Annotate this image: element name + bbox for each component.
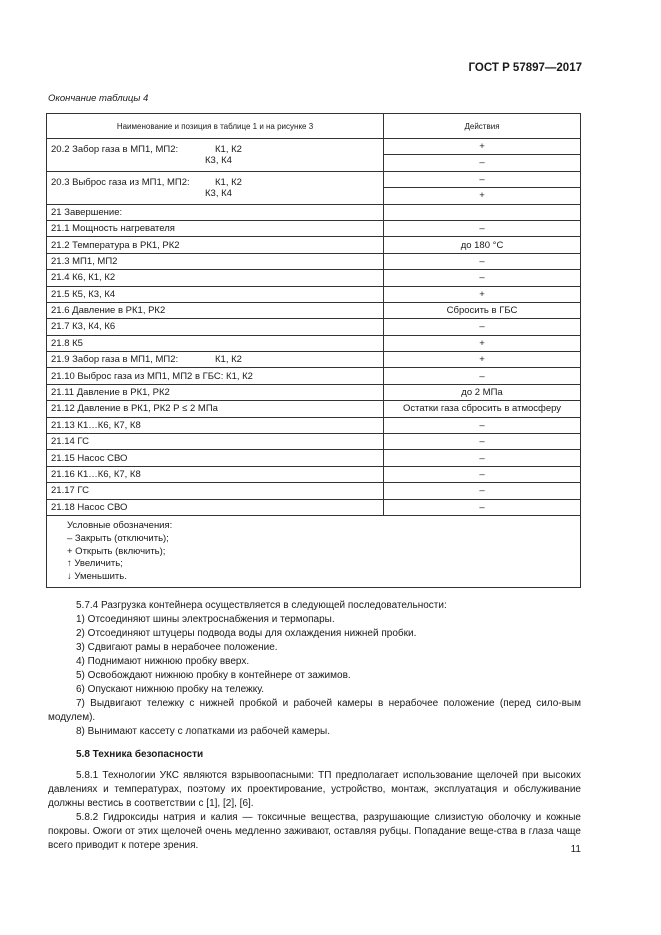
row-name: 21.2 Температура в РК1, РК2 [51,239,180,251]
row-name-cell [47,319,384,335]
table-row [47,450,581,466]
action-value: до 180 °С [384,237,581,253]
action-value: – [384,466,581,482]
action-value: + [384,286,581,302]
table-row [47,401,581,417]
header-action-col: Действия [384,114,581,139]
page-number: 11 [570,844,581,855]
step: 5) Освобождают нижнюю пробку в контейнере от зажимов. [76,670,351,681]
action-value: – [384,270,581,286]
row-name: 21.9 Забор газа в МП1, МП2: [51,354,179,366]
row-name: 21.13 К1…К6, К7, К8 [51,419,141,431]
row-name-cell [47,302,384,318]
row-name-cell [47,417,384,433]
section-heading-5-8: 5.8 Техника безопасности [76,749,204,760]
row-name-cell [47,466,384,482]
step: 8) Вынимают кассету с лопатками из рабочей камеры. [76,726,330,737]
row-action-cell [384,139,581,172]
row-action-cell [384,171,581,204]
action-value [384,204,581,220]
valve-pair-1: К1, К2 [215,354,242,366]
row-name: 21.3 МП1, МП2 [51,255,118,267]
table-row [47,302,581,318]
row-name-cell [47,204,384,220]
table-row [47,499,581,515]
row-name: 20.3 Выброс газа из МП1, МП2: [51,176,190,188]
table-row [47,204,581,220]
row-name: 20.2 Забор газа в МП1, МП2: [51,143,179,155]
step: 3) Сдвигают рамы в нерабочее положение. [76,642,278,653]
table-row [47,352,581,368]
table-header-row [47,114,581,139]
row-name-cell [47,352,384,368]
action-value: – [384,368,581,384]
action-value: Сбросить в ГБС [384,302,581,318]
action-value: – [384,220,581,236]
action-value: + [479,190,485,202]
paragraph-5-8-2: 5.8.2 Гидроксиды натрия и калия — токсичные вещества, разрушающие слизистую оболочку и кожные покровы. Ожоги от этих щелочей очень медленно заживают, оставляя рубцы. Попадание веще-ства в глаза чаще всего приводит к потере зрения. [48,812,581,851]
row-name-cell [47,171,384,204]
action-value: – [384,417,581,433]
action-value: + [384,335,581,351]
action-value: – [384,172,580,188]
table-row [47,483,581,499]
step: 6) Опускают нижнюю пробку на тележку. [76,684,264,695]
row-name: 21.7 К3, К4, К6 [51,321,116,333]
row-name: 21.1 Мощность нагревателя [51,223,175,235]
row-name: 21.6 Давление в РК1, РК2 [51,305,166,317]
row-name: 21.18 Насос СВО [51,501,128,513]
row-name-cell [47,253,384,269]
row-name: 21.16 К1…К6, К7, К8 [51,469,141,480]
row-name-cell [47,220,384,236]
standard-header: ГОСТ Р 57897—2017 [468,62,582,74]
row-name-cell [47,139,384,172]
row-name-cell [47,499,384,515]
paragraph-5-8-1: 5.8.1 Технологии УКС являются взрывоопасными: ТП предполагает использование щелочей при высоких давлениях и температурах, поэтому их проектирование, устройство, монтаж, эксплуатация и обслуживание должны вестись в соответствии с [1], [2], [6]. [48,770,581,809]
legend-item: ↑ Увеличить; [67,558,123,570]
action-value: до 2 МПа [384,384,581,400]
step: 1) Отсоединяют шины электроснабжения и термопары. [76,614,335,625]
table-row [47,417,581,433]
row-name: 21 Завершение: [51,206,123,218]
row-name-cell [47,434,384,450]
table-row [47,270,581,286]
table-row [47,434,581,450]
table-row [47,253,581,269]
table-caption: Окончание таблицы 4 [48,93,149,104]
row-name: 21.5 К5, К3, К4 [51,288,116,300]
action-value: Остатки газа сбросить в атмосферу [384,401,581,417]
action-value: – [384,450,581,466]
table-row [47,171,581,204]
table-row [47,319,581,335]
row-name: 21.11 Давление в РК1, РК2 [51,387,170,399]
action-value: – [384,319,581,335]
legend-cell [47,515,581,587]
step: 4) Поднимают нижнюю пробку вверх. [76,656,250,667]
action-value: – [479,157,485,169]
step: 2) Отсоединяют штуцеры подвода воды для охлаждения нижней пробки. [76,628,417,639]
valve-pair-2: К3, К4 [205,154,232,166]
row-name: 21.12 Давление в РК1, РК2 Р ≤ 2 МПа [51,403,218,415]
paragraph-5-7-4: 5.7.4 Разгрузка контейнера осуществляется в следующей последовательности: [76,600,447,611]
row-name: 21.14 ГС [51,436,89,448]
valve-pair-1: К1, К2 [215,176,242,188]
row-name-cell [47,237,384,253]
table-row [47,466,581,482]
action-value: + [384,139,580,155]
row-name-cell [47,335,384,351]
header-name-col: Наименование и позиция в таблице 1 и на рисунке 3 [47,114,384,139]
action-value: – [384,253,581,269]
valve-pair-2: К3, К4 [205,187,232,199]
row-name-cell [47,401,384,417]
row-name-cell [47,286,384,302]
row-name-cell [47,384,384,400]
legend-item: ↓ Уменьшить. [67,571,127,583]
table-row [47,335,581,351]
table-row [47,237,581,253]
main-text [48,599,581,853]
row-name: 21.4 К6, К1, К2 [51,272,116,284]
row-name: 21.17 ГС [51,485,89,497]
legend-row [47,515,581,587]
table-body [47,204,581,515]
valve-pair-1: К1, К2 [215,143,242,155]
action-value: – [384,499,581,515]
row-name: 21.8 К5 [51,337,83,349]
action-value: – [384,434,581,450]
legend-item: – Закрыть (отключить); [67,532,169,544]
action-value: + [384,352,581,368]
table-row [47,368,581,384]
table-row [47,139,581,172]
row-name: 21.10 Выброс газа из МП1, МП2 в ГБС: К1, К2 [51,370,253,382]
row-name-cell [47,270,384,286]
row-name: 21.15 Насос СВО [51,452,128,464]
action-value: – [384,483,581,499]
legend-title: Условные обозначения: [67,519,173,531]
table-row [47,286,581,302]
step: 7) Выдвигают тележку с нижней пробкой и рабочей камеры в нерабочее положение (перед сило-вым модулем). [48,698,581,723]
legend-item: + Открыть (включить); [67,545,166,557]
row-name-cell [47,483,384,499]
actions-table [46,113,581,588]
table-row [47,384,581,400]
row-name-cell [47,368,384,384]
table-row [47,220,581,236]
row-name-cell [47,450,384,466]
